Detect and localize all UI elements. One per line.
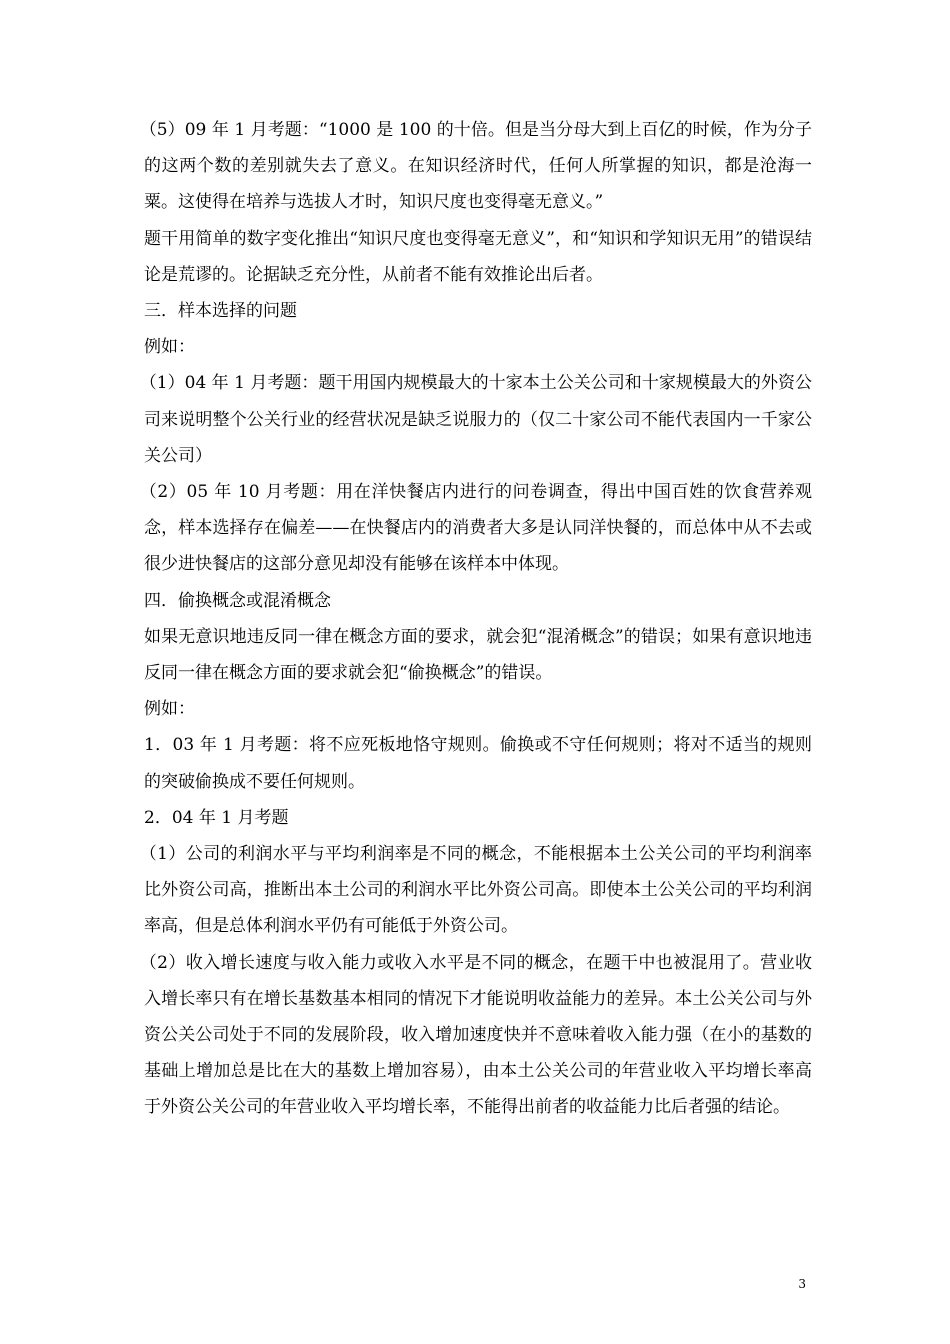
body-text [139,112,812,1126]
paragraph-definition: 如果无意识地违反同一律在概念方面的要求，就会犯“混淆概念”的错误；如果有意识地违反同一律在概念方面的要求就会犯“偷换概念”的错误。 [144,626,812,684]
paragraph-analysis: 题干用简单的数字变化推出“知识尺度也变得毫无意义”，和“知识和学知识无用”的错误结论是荒谬的。论据缺乏充分性，从前者不能有效推论出后者。 [144,228,812,285]
paragraph-for-example: 例如： [144,337,195,358]
paragraph-example-1: （1）04 年 1 月考题：题干用国内规模最大的十家本土公关公司和十家规模最大的外资公司来说明整个公关行业的经营状况是缺乏说服力的（仅二十家公司不能代表国内一千家公关公司） [139,373,812,466]
paragraph-sub-item-1: （1）公司的利润水平与平均利润率是不同的概念，不能根据本土公关公司的平均利润率比外资公司高，推断出本土公司的利润水平比外资公司高。即使本土公关公司的平均利润率高，但是总体利润水平仍有可能低于外资公司。 [139,844,812,937]
paragraph-example-2: （2）05 年 10 月考题：用在洋快餐店内进行的问卷调查，得出中国百姓的饮食营养观念，样本选择存在偏差——在快餐店内的消费者大多是认同洋快餐的，而总体中从不去或很少进快餐店的这部分意见却没有能够在该样本中体现。 [139,482,812,575]
paragraph-item-1: 1．03 年 1 月考题：将不应死板地恪守规则。偷换或不守任何规则；将对不适当的规则的突破偷换成不要任何规则。 [144,735,812,792]
paragraph-for-example-2: 例如： [144,699,195,720]
paragraph-example-5: （5）09 年 1 月考题：“1000 是 100 的十倍。但是当分母大到上百亿的时候，作为分子的这两个数的差别就失去了意义。在知识经济时代，任何人所掌握的知识，都是沧海一粟。这使得在培养与选拔人才时，知识尺度也变得毫无意义。” [139,120,812,213]
section-heading-concept-confusion: 四．偷换概念或混淆概念 [144,590,331,611]
paragraph-sub-item-2: （2）收入增长速度与收入能力或收入水平是不同的概念，在题干中也被混用了。营业收入增长率只有在增长基数基本相同的情况下才能说明收益能力的差异。本土公关公司与外资公关公司处于不同的发展阶段，收入增加速度快并不意味着收入能力强（在小的基数的基础上增加总是比在大的基数上增加容易），由本土公关公司的年营业收入平均增长率高于外资公关公司的年营业收入平均增长率，不能得出前者的收益能力比后者强的结论。 [139,952,812,1118]
paragraph-item-2: 2．04 年 1 月考题 [144,807,289,828]
section-heading-sample-selection: 三．样本选择的问题 [144,301,297,322]
page-number: 3 [798,1277,806,1291]
